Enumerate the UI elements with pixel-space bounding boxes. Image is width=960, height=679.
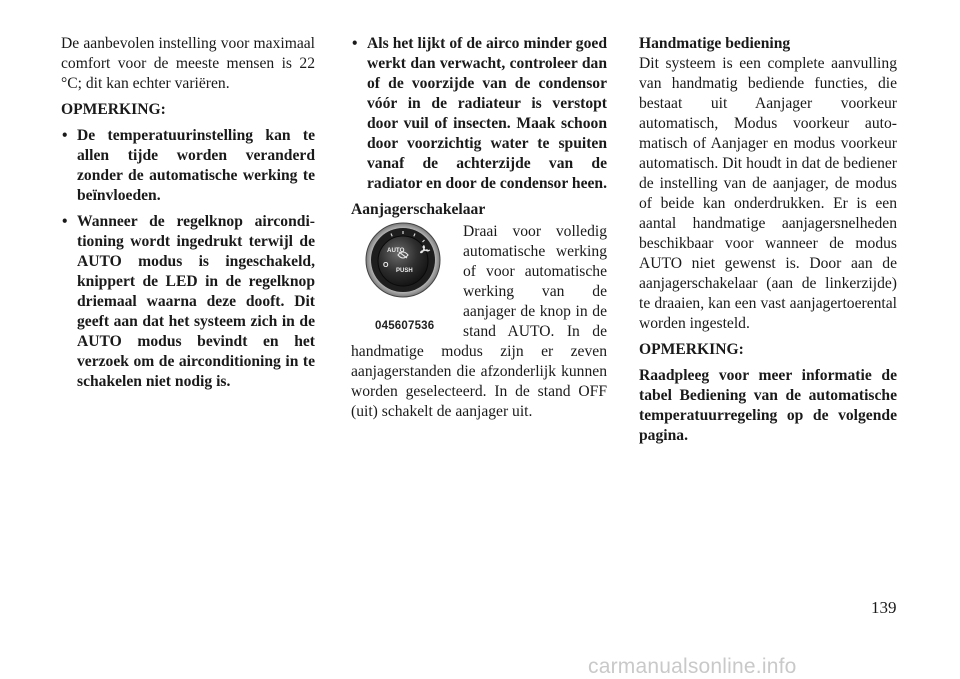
note-text: Raadpleeg voor meer informatie de tabel Bediening van de automatische temperatuurregeling op de volgende pagina. — [639, 367, 897, 444]
knob-push-label: PUSH — [396, 268, 413, 274]
bullet-item: • Als het lijkt of de airco minder goed werkt dan verwacht, controleer dan of de voorzijde van de condensor vóór in de radiateur is verstopt door vuil of insecten. Maak schoon door voorzichtig water te spuiten vanaf de achterzijde van de radiator en door de condensor heen. — [351, 34, 607, 194]
manual-body: Dit systeem is een complete aanvulling van handmatig bediende functies, die bestaat uit Aanjager voorkeur automatisch, Modus voorkeur automatisch of Aanjager en modus voorkeur automatisch. Dit houdt in dat de bediener de instelling van de aanjager, de modus of beide kan onderdrukken. Er is een aantal handmatige aanjagersnelheden beschikbaar voor wanneer de modus AUTO niet gewenst is. Door aan de aanjagerschakelaar (aan de linkerzijde) te draaien, kan een vast aanjagertoerental worden ingesteld. — [639, 55, 897, 332]
note-label: OPMERKING: — [639, 341, 744, 358]
bullet-item: • De temperatuurinstelling kan te allen tijde worden veranderd zonder de automatische werking te beïnvloeden. — [61, 126, 315, 206]
figure-code: 045607536 — [375, 320, 435, 332]
bullet-list — [61, 126, 315, 392]
knob-auto-label: AUTO — [387, 247, 405, 254]
blower-switch-figure — [351, 222, 461, 338]
blower-body: Draai voor volledig automatische werking of voor automatische werking van de aanjager de knop in de stand AUTO. In de handmatige modus zijn er zeven aanjagerstanden die afzonderlijk kunnen worden geselecteerd. In de stand OFF (uit) schakelt de aanjager uit. — [351, 223, 607, 420]
bullet-item: • Wanneer de regelknop airconditioning wordt ingedrukt terwijl de AUTO modus is ingeschakeld, knippert de LED in de regelknop driemaal waarna deze dooft. Dit geeft aan dat het systeem zich in de AUTO modus bevindt en het verzoek om de airconditioning in te schakelen niet nodig is. — [61, 212, 315, 392]
section-heading: Handmatige bediening — [639, 35, 791, 52]
section-heading: Aanjagerschakelaar — [351, 201, 486, 218]
column-middle — [351, 34, 607, 428]
watermark: carmanualsonline.info — [588, 655, 797, 678]
page-number: 139 — [871, 598, 897, 617]
column-right — [639, 34, 897, 452]
bullet-list — [351, 34, 607, 194]
column-left — [61, 34, 315, 398]
knob-off-label: O — [383, 262, 389, 269]
blower-knob-illustration — [365, 222, 441, 298]
intro-paragraph: De aanbevolen instelling voor maximaal comfort voor de meeste mensen is 22 °C; dit kan echter variëren. — [61, 35, 315, 92]
note-label: OPMERKING: — [61, 101, 166, 118]
